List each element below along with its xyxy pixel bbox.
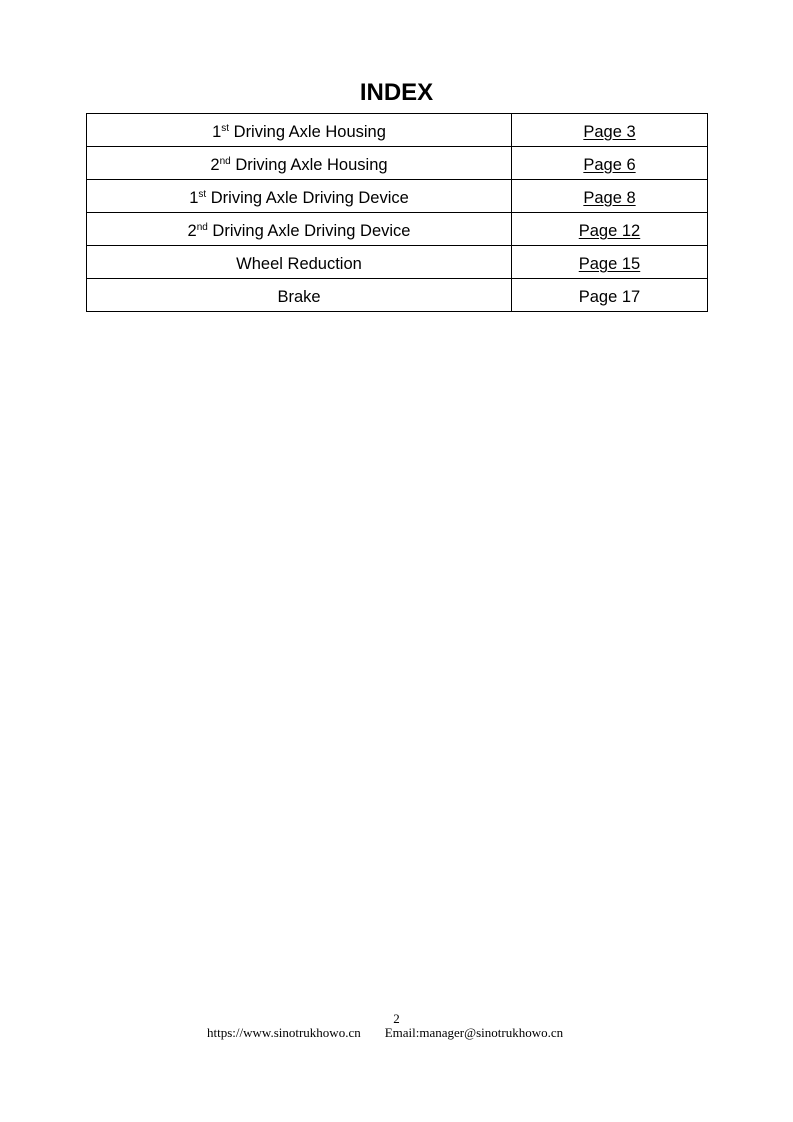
table-row (87, 147, 708, 180)
entry-page-cell (512, 246, 708, 279)
entry-label: Driving Axle Housing (230, 156, 388, 174)
entry-title-cell (87, 213, 512, 246)
footer-page-number: 2 (393, 1011, 400, 1026)
entry-page-cell (512, 279, 708, 312)
table-row (87, 114, 708, 147)
index-table (86, 113, 708, 312)
footer-contact (207, 1025, 563, 1041)
entry-title-cell (87, 147, 512, 180)
page-link[interactable]: Page 15 (578, 255, 641, 273)
page-link[interactable]: Page 8 (583, 189, 636, 207)
table-row (87, 180, 708, 213)
entry-number: 1 (189, 189, 199, 207)
entry-ordinal: nd (219, 156, 231, 167)
page-link[interactable]: Page 12 (578, 222, 641, 240)
page-link[interactable]: Page 6 (583, 156, 636, 174)
page-reference: Page 17 (578, 288, 641, 306)
entry-label: Wheel Reduction (236, 255, 362, 273)
entry-label: Driving Axle Driving Device (207, 222, 411, 240)
entry-title-cell (87, 279, 512, 312)
entry-page-cell (512, 180, 708, 213)
table-row (87, 246, 708, 279)
entry-ordinal: nd (196, 222, 208, 233)
table-row (87, 279, 708, 312)
entry-label: Driving Axle Driving Device (206, 189, 409, 207)
entry-label: Driving Axle Housing (229, 123, 386, 141)
entry-page-cell (512, 213, 708, 246)
entry-number: 2 (210, 156, 220, 174)
page-title: INDEX (359, 79, 434, 106)
entry-page-cell (512, 114, 708, 147)
entry-number: 2 (187, 222, 197, 240)
footer-email: Email:manager@sinotrukhowo.cn (384, 1025, 564, 1040)
entry-ordinal: st (198, 189, 207, 200)
entry-title-cell (87, 246, 512, 279)
footer-website: https://www.sinotrukhowo.cn (207, 1025, 361, 1040)
entry-title-cell (87, 180, 512, 213)
entry-title-cell (87, 114, 512, 147)
page-link[interactable]: Page 3 (583, 123, 636, 141)
entry-label: Brake (277, 288, 321, 306)
entry-number: 1 (212, 123, 222, 141)
table-row (87, 213, 708, 246)
entry-page-cell (512, 147, 708, 180)
entry-ordinal: st (221, 123, 230, 134)
